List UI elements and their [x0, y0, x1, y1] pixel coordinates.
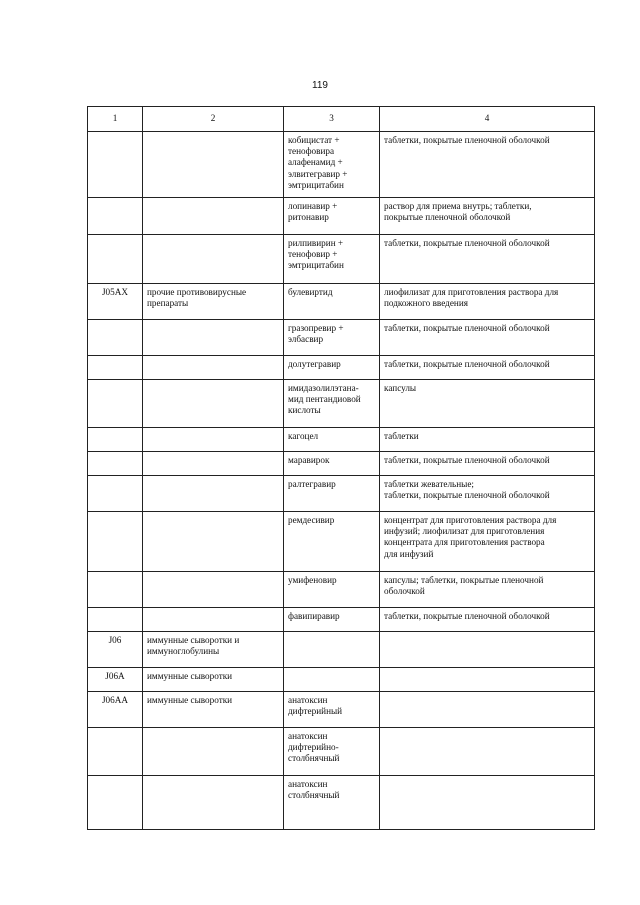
dosage-form-cell: раствор для приема внутрь; таблетки, покрытые пленочной оболочкой: [380, 198, 595, 235]
atc-code-cell: [88, 198, 143, 235]
atc-code-cell: [88, 452, 143, 476]
dosage-form-cell: [380, 776, 595, 830]
group-name-cell: [143, 512, 284, 572]
group-name-cell: [143, 476, 284, 512]
header-cell-2: 2: [143, 107, 284, 132]
table-row: [88, 608, 595, 632]
group-name-cell: [143, 452, 284, 476]
atc-code-cell: [88, 608, 143, 632]
group-name-cell: [143, 198, 284, 235]
header-cell-4: 4: [380, 107, 595, 132]
atc-code-cell: [88, 476, 143, 512]
dosage-form-cell: [380, 632, 595, 668]
drug-name-cell: лопинавир + ритонавир: [284, 198, 380, 235]
table-row: [88, 476, 595, 512]
dosage-form-cell: таблетки, покрытые пленочной оболочкой: [380, 320, 595, 356]
drug-name-cell: [284, 668, 380, 692]
dosage-form-cell: таблетки, покрытые пленочной оболочкой: [380, 235, 595, 284]
drug-name-cell: кагоцел: [284, 428, 380, 452]
drug-name-cell: имидазолилэтана- мид пентандиовой кислоты: [284, 380, 380, 428]
atc-code-cell: [88, 512, 143, 572]
group-name-cell: [143, 235, 284, 284]
table-header-row: [88, 107, 595, 132]
drug-name-cell: умифеновир: [284, 572, 380, 608]
dosage-form-cell: [380, 692, 595, 728]
group-name-cell: прочие противовирусные препараты: [143, 284, 284, 320]
drug-name-cell: рилпивирин + тенофовир + эмтрицитабин: [284, 235, 380, 284]
table-row: [88, 452, 595, 476]
dosage-form-cell: таблетки, покрытые пленочной оболочкой: [380, 452, 595, 476]
dosage-form-cell: таблетки: [380, 428, 595, 452]
drug-name-cell: маравирок: [284, 452, 380, 476]
atc-code-cell: [88, 320, 143, 356]
group-name-cell: [143, 572, 284, 608]
table-row: [88, 572, 595, 608]
table-row: [88, 728, 595, 776]
dosage-form-cell: [380, 668, 595, 692]
group-name-cell: [143, 320, 284, 356]
group-name-cell: [143, 356, 284, 380]
atc-code-cell: J05AX: [88, 284, 143, 320]
drug-name-cell: гразопревир + элбасвир: [284, 320, 380, 356]
dosage-form-cell: лиофилизат для приготовления раствора для подкожного введения: [380, 284, 595, 320]
dosage-form-cell: таблетки, покрытые пленочной оболочкой: [380, 356, 595, 380]
drug-name-cell: фавипиравир: [284, 608, 380, 632]
atc-code-cell: [88, 132, 143, 198]
group-name-cell: иммунные сыворотки: [143, 692, 284, 728]
header-cell-3: 3: [284, 107, 380, 132]
header-cell-1: 1: [88, 107, 143, 132]
drug-name-cell: долутегравир: [284, 356, 380, 380]
table-row: [88, 428, 595, 452]
table-body: [88, 107, 595, 830]
dosage-form-cell: таблетки жевательные; таблетки, покрытые пленочной оболочкой: [380, 476, 595, 512]
drug-name-cell: кобицистат + тенофовира алафенамид + элвитегравир + эмтрицитабин: [284, 132, 380, 198]
atc-code-cell: [88, 356, 143, 380]
dosage-form-cell: [380, 728, 595, 776]
atc-code-cell: [88, 776, 143, 830]
table-row: [88, 132, 595, 198]
table-row: [88, 320, 595, 356]
atc-code-cell: [88, 235, 143, 284]
atc-code-cell: J06AA: [88, 692, 143, 728]
table-row: [88, 380, 595, 428]
group-name-cell: [143, 728, 284, 776]
dosage-form-cell: капсулы; таблетки, покрытые пленочной оболочкой: [380, 572, 595, 608]
atc-code-cell: [88, 728, 143, 776]
group-name-cell: [143, 428, 284, 452]
group-name-cell: [143, 380, 284, 428]
table-row: [88, 512, 595, 572]
medication-table: [87, 106, 595, 830]
group-name-cell: иммунные сыворотки и иммуноглобулины: [143, 632, 284, 668]
group-name-cell: [143, 776, 284, 830]
table-row: [88, 692, 595, 728]
dosage-form-cell: концентрат для приготовления раствора для инфузий; лиофилизат для приготовления концентрата для приготовления раствора для инфузий: [380, 512, 595, 572]
dosage-form-cell: таблетки, покрытые пленочной оболочкой: [380, 132, 595, 198]
table-row: [88, 198, 595, 235]
dosage-form-cell: таблетки, покрытые пленочной оболочкой: [380, 608, 595, 632]
table-row: [88, 632, 595, 668]
drug-name-cell: ремдесивир: [284, 512, 380, 572]
table-row: [88, 668, 595, 692]
table-row: [88, 235, 595, 284]
atc-code-cell: [88, 572, 143, 608]
drug-name-cell: ралтегравир: [284, 476, 380, 512]
drug-name-cell: [284, 632, 380, 668]
page-number: 119: [312, 80, 328, 91]
atc-code-cell: J06A: [88, 668, 143, 692]
table-row: [88, 776, 595, 830]
atc-code-cell: [88, 380, 143, 428]
atc-code-cell: [88, 428, 143, 452]
dosage-form-cell: капсулы: [380, 380, 595, 428]
group-name-cell: иммунные сыворотки: [143, 668, 284, 692]
group-name-cell: [143, 132, 284, 198]
drug-name-cell: анатоксин дифтерийный: [284, 692, 380, 728]
atc-code-cell: J06: [88, 632, 143, 668]
drug-name-cell: анатоксин столбнячный: [284, 776, 380, 830]
drug-name-cell: булевиртид: [284, 284, 380, 320]
table-row: [88, 284, 595, 320]
group-name-cell: [143, 608, 284, 632]
drug-name-cell: анатоксин дифтерийно- столбнячный: [284, 728, 380, 776]
table-row: [88, 356, 595, 380]
